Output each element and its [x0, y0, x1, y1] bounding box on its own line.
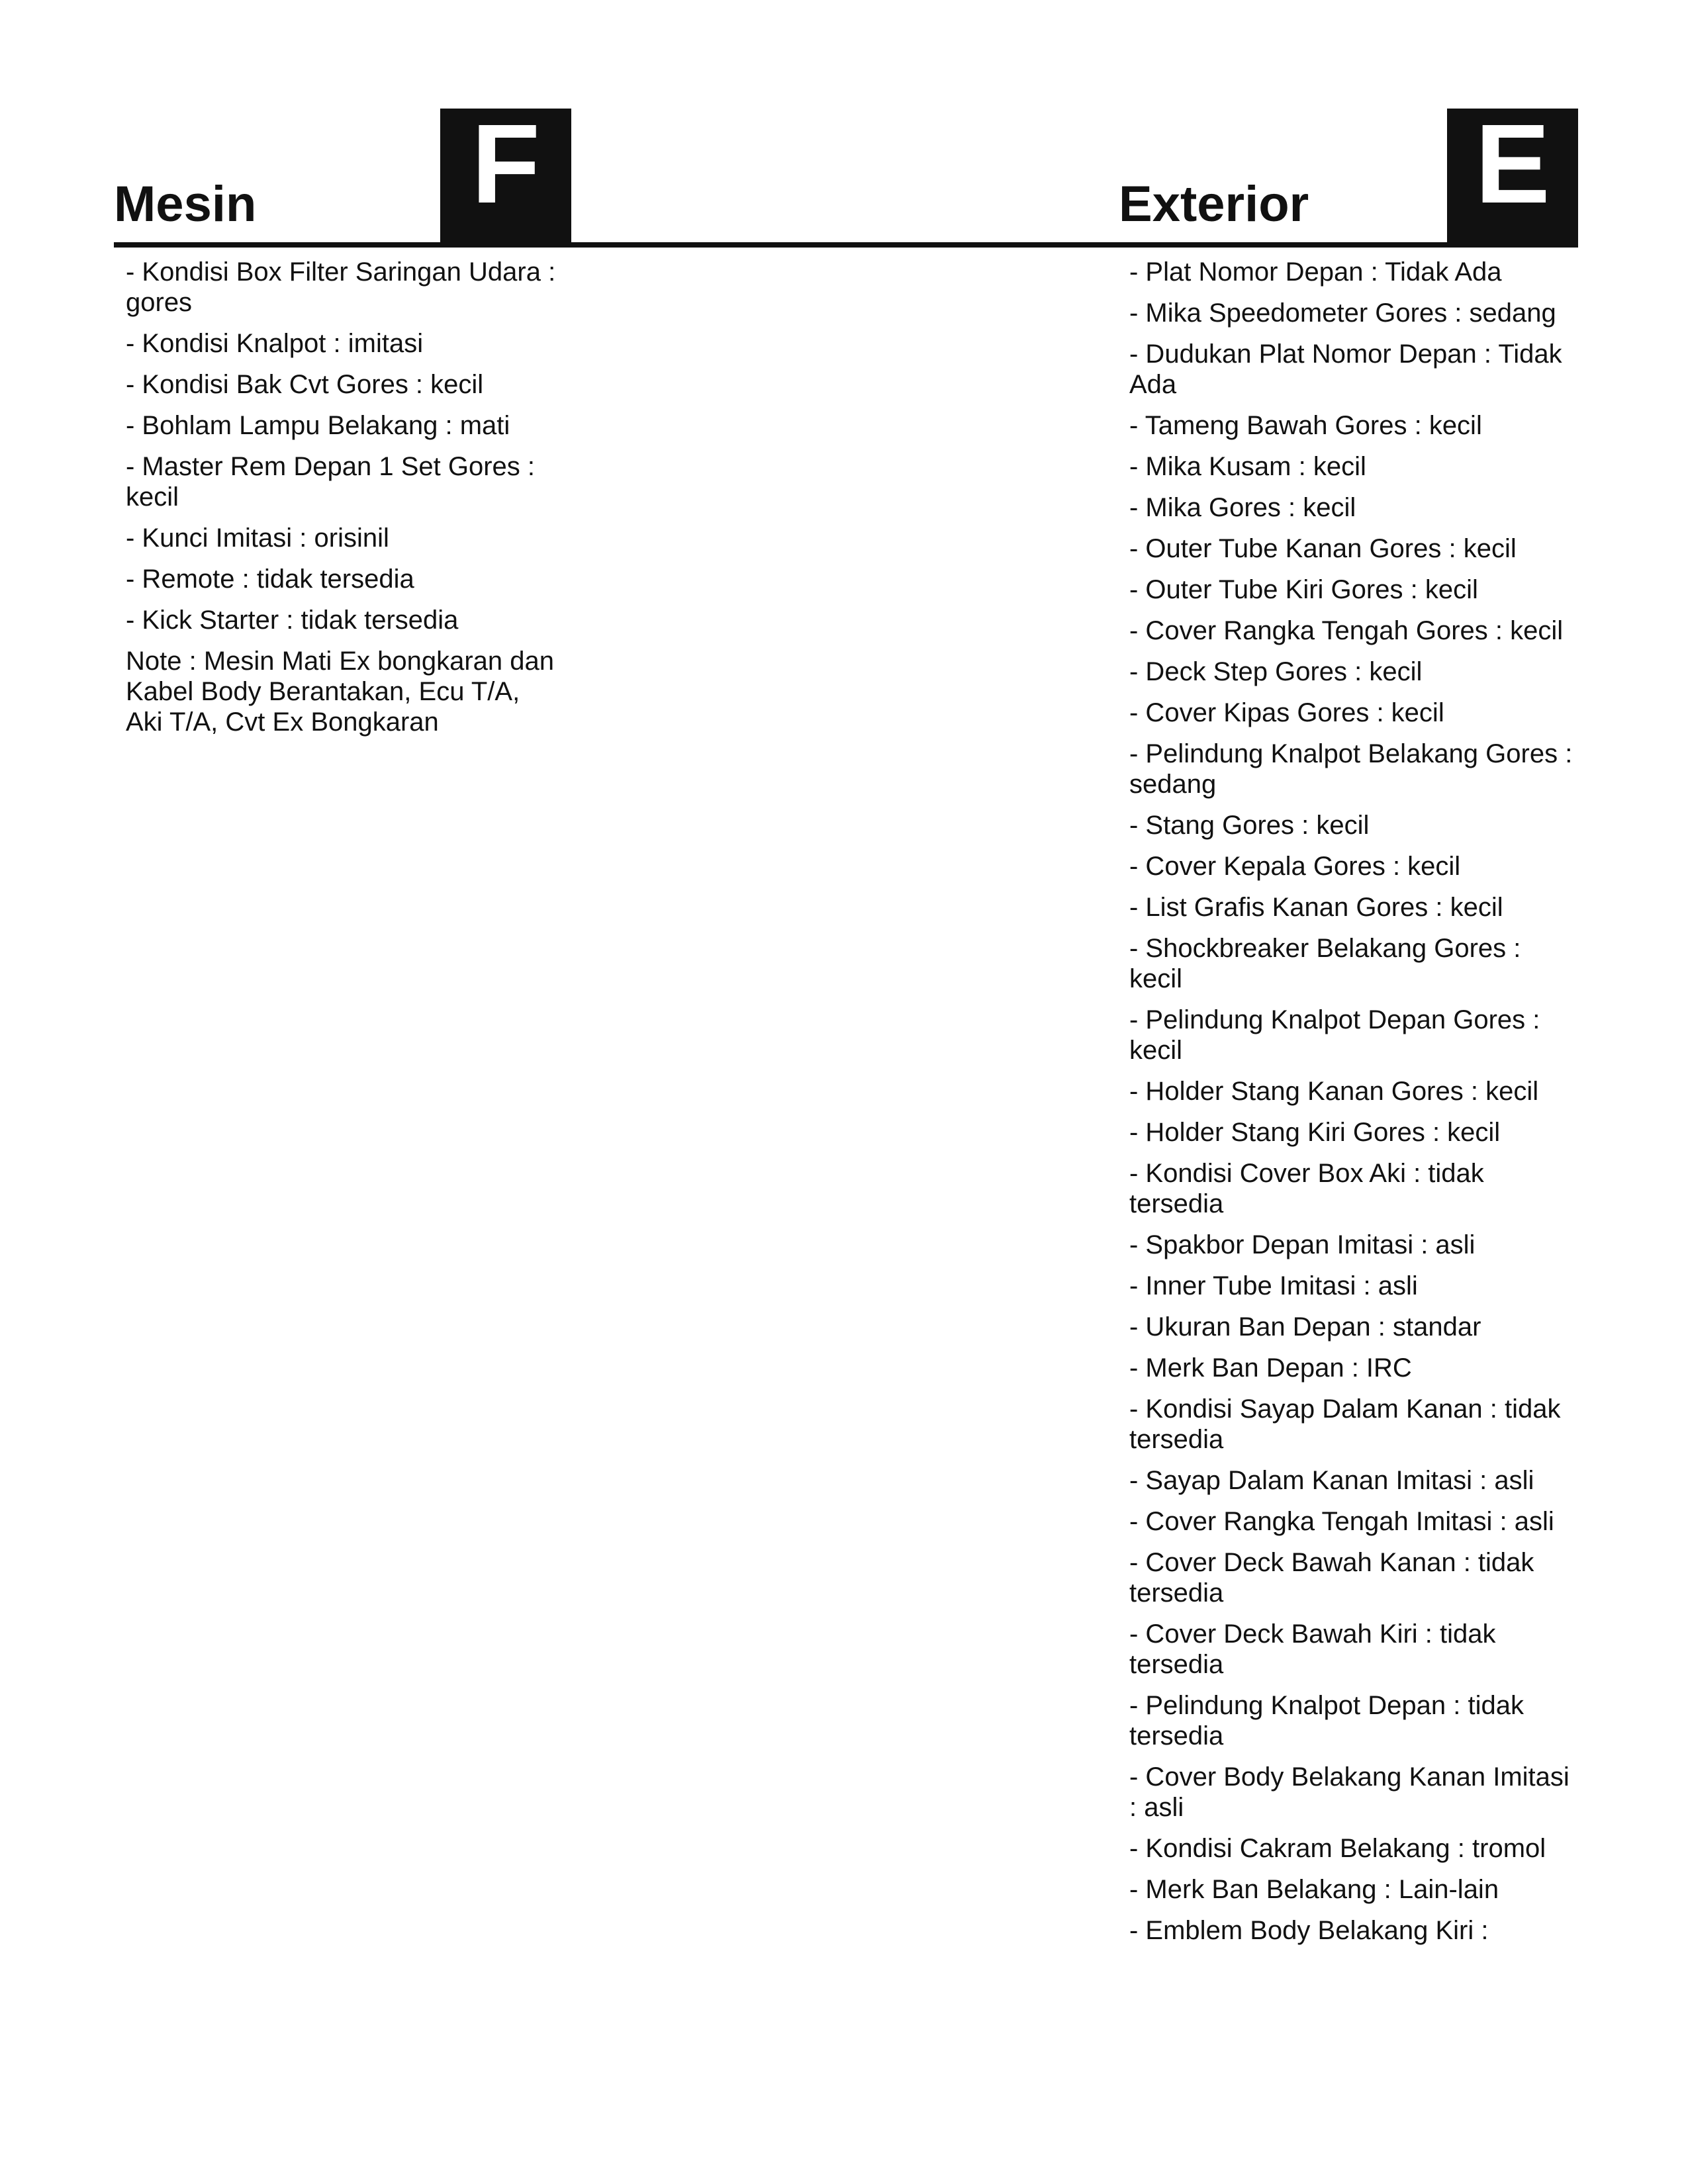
exterior-item: - Pelindung Knalpot Depan Gores : kecil — [1129, 1005, 1540, 1065]
mesin-item: - Kondisi Knalpot : imitasi — [126, 329, 424, 358]
exterior-item: - Mika Gores : kecil — [1129, 493, 1356, 522]
mesin-item: - Kick Starter : tidak tersedia — [126, 606, 459, 635]
exterior-item: - Merk Ban Depan : IRC — [1129, 1353, 1412, 1383]
exterior-item: - Sayap Dalam Kanan Imitasi : asli — [1129, 1466, 1534, 1495]
exterior-item: - Cover Kipas Gores : kecil — [1129, 698, 1444, 727]
mesin-item: - Master Rem Depan 1 Set Gores : kecil — [126, 452, 536, 512]
mesin-item: - Kondisi Box Filter Saringan Udara : gores — [126, 257, 556, 317]
mesin-note: Note : Mesin Mati Ex bongkaran dan Kabel Body Berantakan, Ecu T/A, Aki T/A, Cvt Ex Bongkaran — [126, 647, 555, 737]
exterior-item: - Mika Speedometer Gores : sedang — [1129, 298, 1556, 328]
exterior-item: - Plat Nomor Depan : Tidak Ada — [1129, 257, 1502, 287]
exterior-item: - List Grafis Kanan Gores : kecil — [1129, 893, 1503, 922]
exterior-item: - Dudukan Plat Nomor Depan : Tidak Ada — [1129, 340, 1562, 399]
exterior-item: - Ukuran Ban Depan : standar — [1129, 1312, 1481, 1342]
exterior-item: - Spakbor Depan Imitasi : asli — [1129, 1230, 1476, 1259]
exterior-item-list — [1129, 257, 1579, 1956]
exterior-item: - Cover Kepala Gores : kecil — [1129, 852, 1461, 881]
exterior-item: - Kondisi Sayap Dalam Kanan : tidak tersedia — [1129, 1394, 1561, 1454]
exterior-item: - Mika Kusam : kecil — [1129, 452, 1366, 481]
exterior-item: - Outer Tube Kanan Gores : kecil — [1129, 534, 1517, 563]
exterior-item: - Kondisi Cakram Belakang : tromol — [1129, 1834, 1546, 1863]
section-badge-mesin: F — [440, 109, 571, 246]
section-title-mesin: Mesin — [114, 176, 257, 232]
mesin-item-list — [126, 257, 556, 748]
exterior-item: - Cover Rangka Tengah Gores : kecil — [1129, 616, 1564, 645]
exterior-item: - Emblem Body Belakang Kiri : — [1129, 1916, 1489, 1945]
mesin-item: - Kunci Imitasi : orisinil — [126, 523, 389, 553]
section-title-exterior: Exterior — [1119, 176, 1309, 232]
exterior-item: - Cover Deck Bawah Kiri : tidak tersedia — [1129, 1619, 1496, 1679]
section-badge-exterior: E — [1447, 109, 1578, 246]
exterior-item: - Cover Deck Bawah Kanan : tidak tersedia — [1129, 1548, 1534, 1608]
exterior-item: - Inner Tube Imitasi : asli — [1129, 1271, 1418, 1300]
exterior-item: - Kondisi Cover Box Aki : tidak tersedia — [1129, 1159, 1484, 1218]
exterior-item: - Holder Stang Kiri Gores : kecil — [1129, 1118, 1501, 1147]
mesin-item: - Remote : tidak tersedia — [126, 565, 414, 594]
exterior-item: - Pelindung Knalpot Belakang Gores : sedang — [1129, 739, 1573, 799]
mesin-item: - Kondisi Bak Cvt Gores : kecil — [126, 370, 484, 399]
mesin-item: - Bohlam Lampu Belakang : mati — [126, 411, 510, 440]
exterior-item: - Holder Stang Kanan Gores : kecil — [1129, 1077, 1539, 1106]
exterior-item: - Cover Rangka Tengah Imitasi : asli — [1129, 1507, 1554, 1536]
exterior-item: - Shockbreaker Belakang Gores : kecil — [1129, 934, 1521, 993]
exterior-item: - Tameng Bawah Gores : kecil — [1129, 411, 1482, 440]
exterior-item: - Pelindung Knalpot Depan : tidak tersedia — [1129, 1691, 1524, 1751]
exterior-item: - Stang Gores : kecil — [1129, 811, 1370, 840]
exterior-item: - Deck Step Gores : kecil — [1129, 657, 1423, 686]
exterior-item: - Merk Ban Belakang : Lain-lain — [1129, 1875, 1499, 1904]
exterior-item: - Cover Body Belakang Kanan Imitasi : asli — [1129, 1762, 1570, 1822]
exterior-item: - Outer Tube Kiri Gores : kecil — [1129, 575, 1478, 604]
header-divider — [114, 242, 1578, 248]
